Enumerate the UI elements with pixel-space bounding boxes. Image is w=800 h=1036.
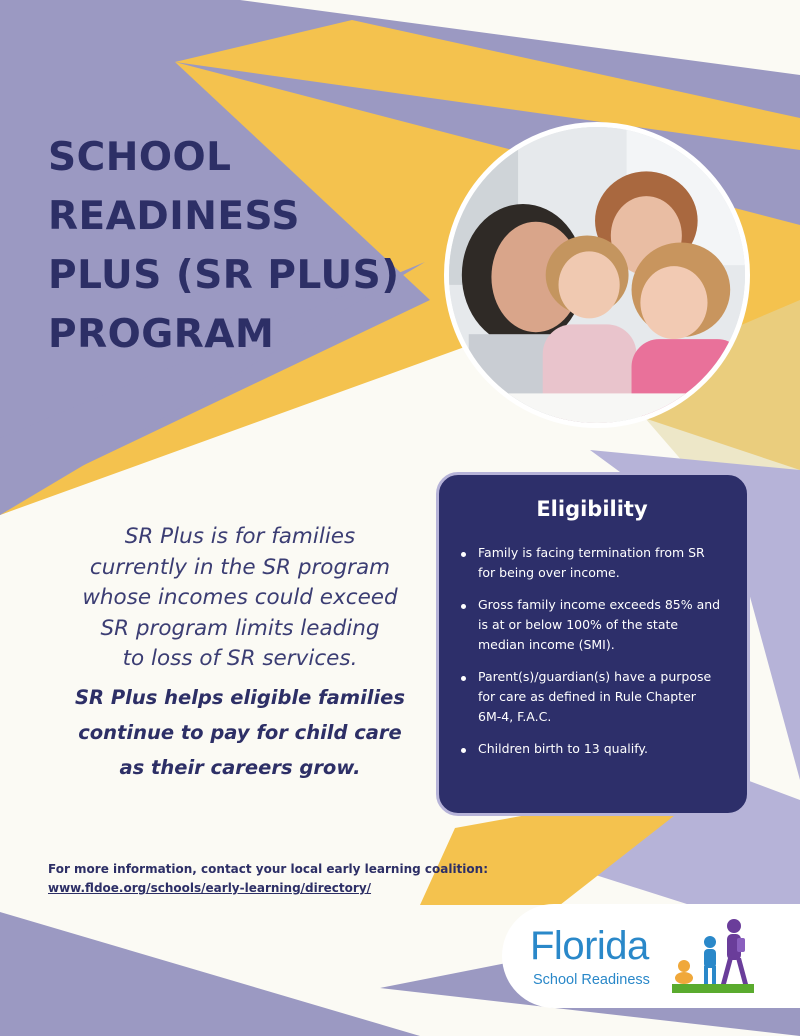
- title-line: SCHOOL: [48, 135, 232, 180]
- eligibility-list: [461, 543, 723, 759]
- intro-line: SR Plus is for families: [124, 524, 356, 549]
- family-photo: [444, 122, 750, 428]
- intro-line: whose incomes could exceed: [82, 585, 398, 610]
- intro-line: currently in the SR program: [89, 554, 391, 580]
- highlight-line: continue to pay for child care: [78, 721, 402, 744]
- highlight-line: as their careers grow.: [119, 756, 361, 779]
- title-line: READINESS: [48, 194, 300, 239]
- eligibility-box: [436, 472, 750, 816]
- intro-line: to loss of SR services.: [122, 646, 358, 671]
- children-growing-icon: [670, 912, 758, 994]
- eligibility-item: Parent(s)/guardian(s) have a purpose for care as defined in Rule Chapter 6M-4, F.A.C.: [461, 667, 723, 727]
- eligibility-item: Family is facing termination from SR for being over income.: [461, 543, 723, 583]
- directory-link[interactable]: www.fldoe.org/schools/early-learning/directory/: [48, 881, 372, 895]
- intro-text: [60, 522, 420, 675]
- intro-line: SR program limits leading: [100, 615, 380, 641]
- highlight-line: SR Plus helps eligible families: [75, 686, 405, 709]
- logo-brand: Florida: [530, 924, 649, 968]
- title-line: PROGRAM: [48, 312, 275, 357]
- logo-subtitle: School Readiness: [533, 972, 650, 988]
- title-line: PLUS (SR PLUS): [48, 253, 400, 298]
- eligibility-item: Children birth to 13 qualify.: [461, 739, 723, 759]
- contact-text: For more information, contact your local early learning coalition:: [48, 862, 488, 876]
- florida-school-readiness-logo: [502, 904, 800, 1008]
- highlight-text: [50, 680, 430, 785]
- eligibility-heading: Eligibility: [536, 497, 648, 521]
- eligibility-item: Gross family income exceeds 85% and is at or below 100% of the state median income (SMI).: [461, 595, 723, 655]
- page-title: [48, 128, 400, 364]
- contact-info: [48, 860, 518, 898]
- family-photo-illustration: [449, 127, 745, 423]
